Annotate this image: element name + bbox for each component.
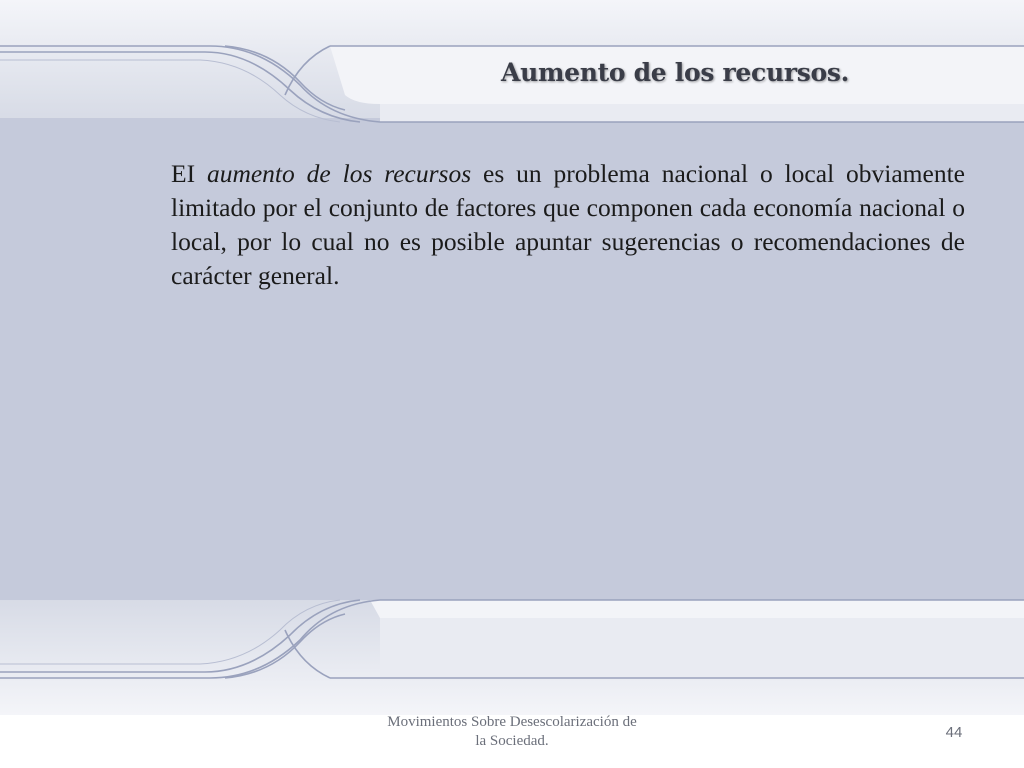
body-emphasis: aumento de los recursos: [206, 159, 472, 188]
footer-line-1: Movimientos Sobre Desescolarización de: [387, 714, 637, 730]
body-rest: es un problema nacional o local obviamente limitado por el conjunto de factores que componen cada economía nacional o local, por lo cual no es posible apuntar sugerencias o recomendaciones de carácter general.: [171, 159, 965, 290]
footer-caption: [352, 713, 672, 751]
body-paragraph: [171, 157, 965, 293]
slide-title: Aumento de los recursos.: [500, 58, 850, 87]
body-lead: EI: [171, 159, 207, 188]
page-number: 44: [945, 724, 963, 741]
footer-line-2: la Sociedad.: [475, 733, 549, 749]
